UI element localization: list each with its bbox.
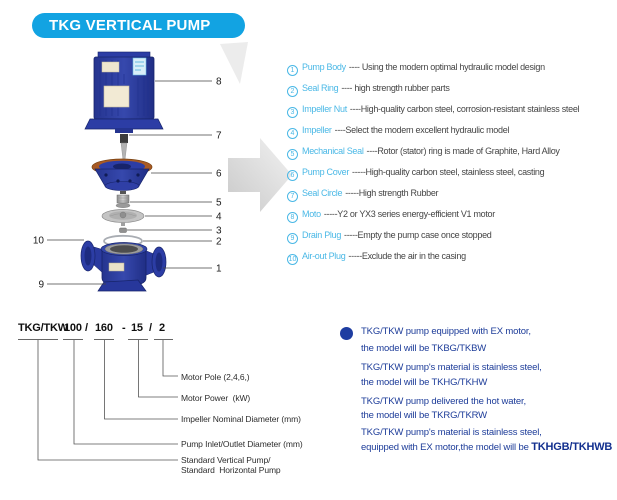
part-number-badge: 8 <box>287 212 298 223</box>
part-number-badge: 5 <box>287 149 298 160</box>
callout-number-2: 2 <box>216 236 222 248</box>
page-title-banner <box>32 13 245 38</box>
part-list-item <box>287 57 617 78</box>
part-number-badge: 2 <box>287 86 298 97</box>
model-code-separator: - <box>122 322 126 334</box>
part-list-item <box>287 120 617 141</box>
part-name: Moto <box>302 209 321 219</box>
part-description: ----Select the modern excellent hydraulic model <box>334 125 510 135</box>
model-code-separator: / <box>149 322 152 334</box>
mechanical-seal-illustration <box>116 191 130 208</box>
part-list-item <box>287 204 617 225</box>
exploded-pump-diagram <box>20 44 235 300</box>
part-list-item <box>287 183 617 204</box>
callout-number-7: 7 <box>216 130 222 142</box>
part-description: ----Rotor (stator) ring is made of Graphite, Hard Alloy <box>366 146 560 156</box>
callout-number-6: 6 <box>216 168 222 180</box>
model-code-label-impeller-diameter: Impeller Nominal Diameter (mm) <box>181 414 301 424</box>
note-line: TKG/TKW pump delivered the hot water, <box>361 396 526 407</box>
callout-number-3: 3 <box>216 225 222 237</box>
part-number-badge: 7 <box>287 191 298 202</box>
motor-nameplate-small <box>102 62 119 72</box>
model-code-impeller-diameter: 160 <box>95 322 113 334</box>
impeller-nut-illustration <box>120 228 127 233</box>
part-number-badge: 10 <box>288 255 297 263</box>
note-line: the model will be TKBG/TKBW <box>361 343 487 354</box>
part-name: Impeller <box>302 125 332 135</box>
part-list-item <box>287 141 617 162</box>
part-list-item <box>287 246 617 267</box>
part-list-item <box>287 99 617 120</box>
part-number-badge: 4 <box>287 128 298 139</box>
part-list-item <box>287 78 617 99</box>
part-list-item <box>287 225 617 246</box>
model-code-label-motor-pole: Motor Pole (2,4,6,) <box>181 372 250 382</box>
part-description: -----High strength Rubber <box>345 188 439 198</box>
part-name: Mechanical Seal <box>302 146 364 156</box>
callout-number-10: 10 <box>32 235 44 247</box>
part-description: -----Exclude the air in the casing <box>348 251 466 261</box>
model-code-label-inlet-outlet: Pump Inlet/Outlet Diameter (mm) <box>181 439 303 449</box>
part-name: Drain Plug <box>302 230 342 240</box>
shaft-illustration <box>120 134 128 160</box>
note-line: TKG/TKW pump's material is stainless steel, <box>361 362 542 373</box>
part-description: ----High-quality carbon steel, corrosion-resistant stainless steel <box>349 104 580 114</box>
callout-number-4: 4 <box>216 211 222 223</box>
parts-list <box>287 57 617 267</box>
page-title: TKG VERTICAL PUMP <box>49 17 211 34</box>
motor-nameplate <box>104 86 129 107</box>
model-code-motor-power: 15 <box>131 322 143 334</box>
note-line <box>361 441 612 453</box>
note-bold-model-code: TKHGB/TKHWB <box>531 441 613 453</box>
part-name: Pump Cover <box>302 167 350 177</box>
pump-nameplate <box>109 263 124 271</box>
part-number-badge: 6 <box>287 170 298 181</box>
pump-cover-illustration <box>92 159 152 191</box>
pump-body-illustration <box>81 241 166 291</box>
motor-label-sticker <box>133 58 146 75</box>
drain-foot <box>98 280 146 291</box>
model-variant-notes <box>340 326 617 466</box>
part-list-item <box>287 162 617 183</box>
part-description: ---- Using the modern optimal hydraulic model design <box>348 62 545 72</box>
callout-number-9: 9 <box>38 279 44 291</box>
model-code-separator: / <box>85 322 88 334</box>
transition-arrow-icon <box>226 136 294 214</box>
note-line: TKG/TKW pump's material is stainless steel, <box>361 427 542 438</box>
motor-illustration <box>85 52 163 133</box>
part-description: ---- high strength rubber parts <box>341 83 450 93</box>
part-number-badge: 9 <box>287 233 298 244</box>
part-name: Impeller Nut <box>302 104 347 114</box>
model-code-label-standard-horizontal: Standard Horizontal Pump <box>181 464 281 475</box>
note-line: the model will be TKHG/TKHW <box>361 377 488 388</box>
model-code-series: TKG/TKW <box>18 322 68 334</box>
part-description: -----High-quality carbon steel, stainless steel, casting <box>352 167 545 177</box>
model-code-motor-pole: 2 <box>159 322 165 334</box>
part-name: Seal Circle <box>302 188 343 198</box>
callout-number-5: 5 <box>216 197 222 209</box>
callout-number-8: 8 <box>216 76 222 88</box>
part-name: Seal Ring <box>302 83 339 93</box>
model-code-label-motor-power: Motor Power (kW) <box>181 392 251 403</box>
note-line: the model will be TKRG/TKRW <box>361 410 487 421</box>
note-line: TKG/TKW pump equipped with EX motor, <box>361 326 531 337</box>
bullet-icon <box>340 327 353 340</box>
part-description: -----Empty the pump case once stopped <box>344 230 492 240</box>
part-description: -----Y2 or YX3 series energy-efficient V1 motor <box>323 209 495 219</box>
part-number-badge: 1 <box>287 65 298 76</box>
model-code-inlet-diameter: 100 <box>64 322 82 334</box>
part-name: Air-out Plug <box>302 251 346 261</box>
model-code-label-standard-vertical: Standard Vertical Pump/ <box>181 454 271 465</box>
note-line-text: equipped with EX motor,the model will be <box>361 442 532 453</box>
callout-number-1: 1 <box>216 263 222 275</box>
impeller-illustration <box>102 210 144 227</box>
part-name: Pump Body <box>302 62 346 72</box>
part-number-badge: 3 <box>287 107 298 118</box>
